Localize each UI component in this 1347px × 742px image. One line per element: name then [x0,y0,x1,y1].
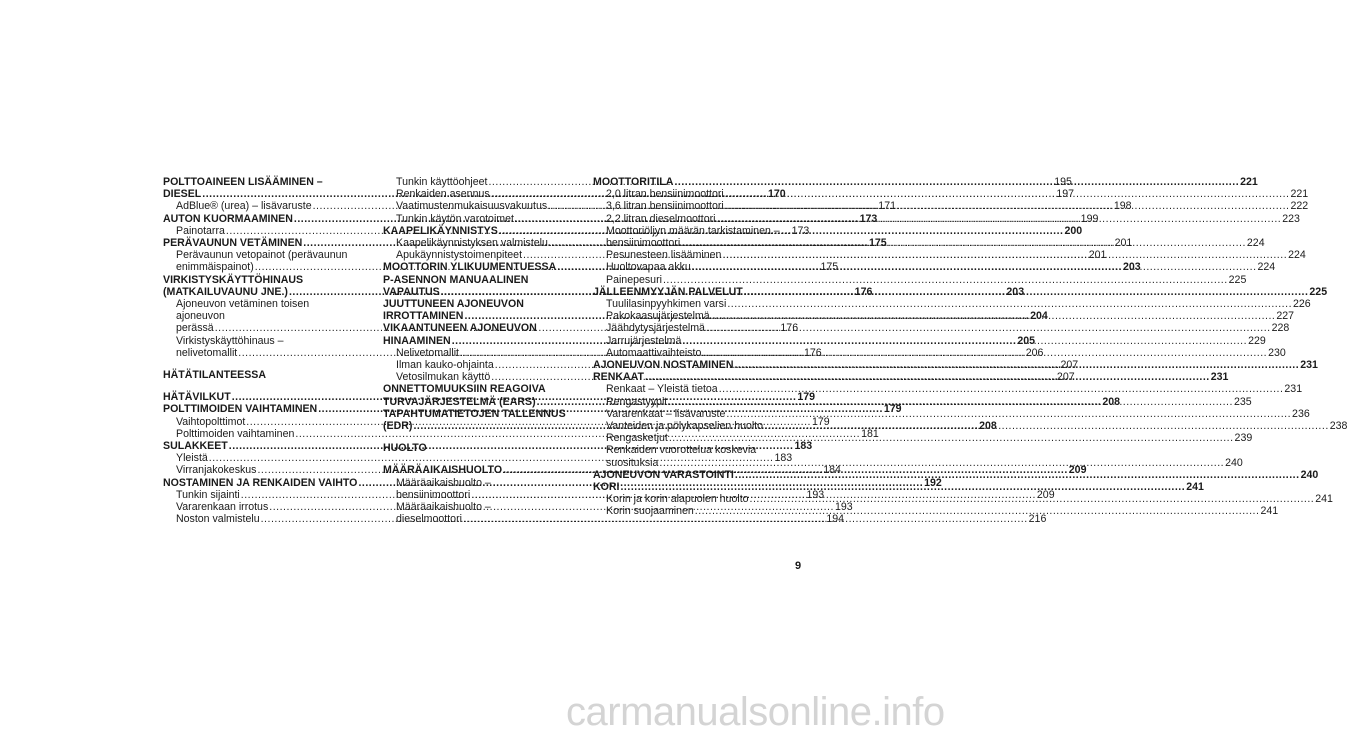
toc-entry-title: Painotarra [176,224,225,237]
toc-page-number: 203 [1122,261,1141,274]
dot-leader [722,249,1287,261]
dot-leader [734,359,1299,371]
toc-page-number: 181 [861,427,879,440]
toc-entry-title: HINAAMINEN [383,334,451,347]
toc-entry-title: Renkaat – Yleistä tietoa [606,383,718,396]
toc-entry-title: Tuulilasinpyyhkimen varsi [606,298,727,311]
toc-entry-title: KORI [593,481,620,494]
dot-leader [735,469,1300,481]
toc-entry-title: POLTTIMOIDEN VAIHTAMINEN [163,403,318,416]
toc-entry-line: ONNETTOMUUKSIIN REAGOIVA [383,383,546,396]
toc-entry-line: Määräaikaishuolto – [396,501,491,514]
toc-page-number: 222 [1290,200,1309,213]
dot-leader [744,286,1309,298]
dot-leader [669,432,1234,444]
toc-page-number: 179 [812,415,830,428]
toc-page-number: 197 [1056,188,1075,201]
toc-entry-line: Renkaiden vuorottelua koskevia [606,444,757,457]
dot-leader [620,481,1185,493]
toc-page-number: 225 [1309,285,1328,298]
toc-entry-title: Tunkin käyttöohjeet [396,176,488,188]
toc-page-number: 179 [883,403,902,416]
dot-leader [659,457,1224,469]
toc-entry-line: TAPAHTUMATIETOJEN TALLENNUS [383,407,566,420]
toc-entry-title: Vanteiden ja pölykapselien huolto [606,420,764,433]
toc-entry-title: bensiinimoottori [606,237,681,250]
dot-leader [681,237,1246,249]
toc-page-number: 171 [878,200,896,213]
toc-entry-line: JUUTTUNEEN AJONEUVON [383,298,524,311]
watermark: carmanualsonline.info [566,690,945,734]
toc-entry-title: DIESEL [163,188,202,201]
toc-entry-title: MOOTTORIN YLIKUUMENTUESSA [383,261,557,274]
toc-page-number: 201 [1114,237,1133,250]
toc-entry-title: Yleistä [176,452,208,465]
toc-page-number: 230 [1268,346,1286,359]
toc-page-number: 231 [1210,371,1229,384]
toc-page-number: 236 [1292,407,1310,420]
toc-page-number: 239 [1234,432,1253,445]
toc-page-number: 207 [1060,359,1079,372]
toc-entry-title: Painepesuri [606,273,662,286]
dot-leader [695,505,1260,517]
toc-page-number: 192 [924,476,942,489]
toc-entry-title: Kaapelikäynnistyksen valmistelu [396,237,548,250]
toc-entry-title: JÄLLEENMYYJÄN PALVELUT [593,285,743,298]
toc-entry-title: Nelivetomallit [396,346,459,359]
dot-leader [692,261,1257,273]
toc-entry-title: Polttimoiden vaihtaminen [176,427,295,440]
toc-page-number: 223 [1282,212,1300,225]
toc-entry-title: bensiinimoottori [396,488,471,501]
dot-leader [764,420,1329,432]
toc-subentry[interactable] [593,383,1303,396]
toc-entry-title: Tunkin sijainti [176,488,240,501]
section-heading: HÄTÄTILANTEESSA [163,369,266,382]
toc-page-number: 195 [1054,176,1072,188]
toc-page-number: 208 [1102,395,1121,408]
toc-entry-title: PERÄVAUNUN VETÄMINEN [163,237,303,250]
dot-leader [706,322,1271,334]
dot-leader [725,200,1290,212]
toc-page-number: 240 [1225,456,1243,469]
section-heading: HUOLTO [383,442,427,455]
toc-page-number: 209 [1068,464,1087,477]
dot-leader [668,396,1233,408]
toc-page-number: 216 [1028,513,1047,526]
dot-leader [726,408,1291,420]
toc-entry-title: dieselmoottori [396,513,462,526]
toc-entry-title: VAPAUTUS [383,285,440,298]
toc-entry-title: Virranjakokeskus [176,464,257,477]
toc-entry-line: Perävaunun vetopainot (perävaunun [176,249,348,262]
toc-page-number: 198 [1113,200,1132,213]
toc-entry-title: suosituksia [606,456,659,469]
toc-entry-line: VIRKISTYSKÄYTTÖHINAUS [163,273,304,286]
toc-entry-title: Apukäynnistystoimenpiteet [396,249,523,262]
toc-page-number: 241 [1315,493,1333,506]
toc-page-number: 224 [1246,237,1265,250]
toc-entry-title: TURVAJÄRJESTELMÄ (EARS) [383,395,536,408]
toc-entry-title: nelivetomallit [176,346,238,359]
toc-entry-title: Pakokaasujärjestelmä [606,310,710,323]
toc-page-number: 203 [1006,285,1025,298]
toc-entry-title: perässä [176,322,214,335]
toc-page-number: 201 [1088,249,1107,262]
toc-page-number: 231 [1284,383,1303,396]
toc-entry-title: RENKAAT [593,371,645,384]
toc-entry-title: Jäähdytysjärjestelmä [606,322,705,335]
toc-page-number: 205 [1017,334,1036,347]
toc-entry-title: AUTON KUORMAAMINEN [163,212,293,225]
toc-entry-title: NOSTAMINEN JA RENKAIDEN VAIHTO [163,476,358,489]
dot-leader [674,176,1239,188]
toc-page-number: 221 [1240,176,1258,188]
toc-page-number: 179 [797,391,816,404]
dot-leader [663,274,1228,286]
toc-entry-title: Jarrujärjestelmä [606,334,682,347]
toc-entry-title: KAAPELIKÄYNNISTYS [383,224,498,237]
toc-page-number: 238 [1329,420,1347,433]
toc-page-number: 208 [979,420,997,433]
toc-entry-title: Rengasketjut [606,432,668,445]
toc-entry-line: P-ASENNON MANUAALINEN [383,273,529,286]
toc-entry-title: 2,0 litran bensiinimoottori [606,188,724,201]
toc-entry-title: Vararenkaan irrotus [176,501,269,514]
toc-entry-title: (EDR) [383,420,413,433]
toc-page-number: 173 [791,224,810,237]
toc-entry-title: Noston valmistelu [176,513,260,526]
toc-entry-title: Huoltovapaa akku [606,261,691,274]
dot-leader [725,188,1290,200]
toc-entry-title: AJONEUVON NOSTAMINEN [593,359,734,372]
toc-entry-title: Automaattivaihteisto [606,346,702,359]
dot-leader [717,213,1282,225]
toc-page-number: 229 [1248,334,1266,347]
toc-entry-title: Rengastyypit [606,395,668,408]
toc-page-number: 176 [803,346,822,359]
dot-leader [750,493,1315,505]
toc-entry-title: Vaatimustenmukaisuusvakuutus [396,200,548,213]
toc-entry-title: Pesunesteen lisääminen [606,249,722,262]
toc-page-number: 227 [1276,310,1295,323]
toc-page-number: 235 [1233,395,1252,408]
toc-page-number: 228 [1271,322,1290,335]
toc-entry-title: Ilman kauko-ohjainta [396,359,494,372]
toc-page-number: 204 [1030,310,1048,323]
dot-leader [711,310,1276,322]
toc-entry-title: MÄÄRÄAIKAISHUOLTO [383,464,503,477]
toc-page-number: 194 [826,513,844,526]
toc-entry-title: enimmäispainot) [176,261,254,274]
toc-page-number: 209 [1036,488,1055,501]
toc-page-number: 221 [1290,188,1309,201]
dot-leader [682,335,1247,347]
toc-entry-title: Korin suojaaminen [606,505,694,518]
toc-entry-line: Määräaikaishuolto – [396,476,491,489]
toc-page-number: 175 [869,237,887,250]
toc-entry-line: VIKAANTUNEEN AJONEUVON [383,322,537,335]
toc-entry-title: SULAKKEET [163,440,228,453]
toc-entry-title: Vaihtopolttimot [176,415,246,428]
toc-entry-title: Renkaiden asennus [396,188,490,201]
toc-page-number: 199 [1080,212,1099,225]
toc-page-number: 200 [1064,224,1083,237]
toc-page-number: 207 [1056,371,1075,384]
toc-page-number: 184 [823,464,841,477]
toc-page-number: 206 [1025,346,1044,359]
toc-entry-title: IRROTTAMINEN [383,310,464,323]
toc-entry-title: HÄTÄVILKUT [163,391,231,404]
toc-page-number: 241 [1186,481,1204,494]
toc-page-number: 183 [774,452,793,465]
toc-entry-title: Vararenkaat – lisävaruste [606,407,726,420]
toc-page-number: 170 [767,188,786,201]
toc-entry-title: Korin ja korin alapuolen huolto [606,493,749,506]
dot-leader [645,371,1210,383]
dot-leader [702,347,1267,359]
page-number: 9 [795,560,802,572]
toc-entry-line: Virkistyskäyttöhinaus – [176,334,284,347]
dot-leader [727,298,1292,310]
toc-entry-line: Moottoriöljyn määrän tarkistaminen – [606,224,780,237]
toc-page-number: 193 [806,488,825,501]
toc-subentry[interactable] [593,298,1311,311]
toc-page-number: 176 [780,322,799,335]
toc-entry-title: Tunkin käytön varotoimet [396,212,514,225]
toc-page-number: 173 [859,212,878,225]
toc-entry-line: Ajoneuvon vetäminen toisen ajoneuvon [176,298,310,323]
toc-entry-title: AJONEUVON VARASTOINTI [593,468,734,481]
toc-page-number: 224 [1288,249,1306,262]
toc-entry-line: POLTTOAINEEN LISÄÄMINEN – [163,176,323,188]
toc-page-number: 226 [1293,298,1311,311]
toc-entry-title: AdBlue® (urea) – lisävaruste [176,200,312,213]
toc-page-number: 176 [854,285,873,298]
toc-page-number: 240 [1300,468,1319,481]
toc-subentry[interactable] [593,273,1247,286]
toc-entry-title: 2,2 litran dieselmoottori [606,212,716,225]
toc-entry-title: 3,6 litran bensiinimoottori [606,200,724,213]
toc-entry-title: (MATKAILUVAUNU JNE.) [163,285,288,298]
toc-page-number: 241 [1260,505,1279,518]
toc-page-number: 231 [1300,359,1318,372]
toc-entry-title: Vetosilmukan käyttö [396,371,491,384]
toc-page-number: 224 [1257,261,1276,274]
toc-entry-title: MOOTTORITILA [593,176,674,188]
toc-page-number: 193 [834,501,853,514]
toc-page-number: 183 [794,440,813,453]
toc-page-number: 225 [1228,273,1247,286]
dot-leader [719,383,1284,395]
toc-page-number: 175 [820,261,839,274]
